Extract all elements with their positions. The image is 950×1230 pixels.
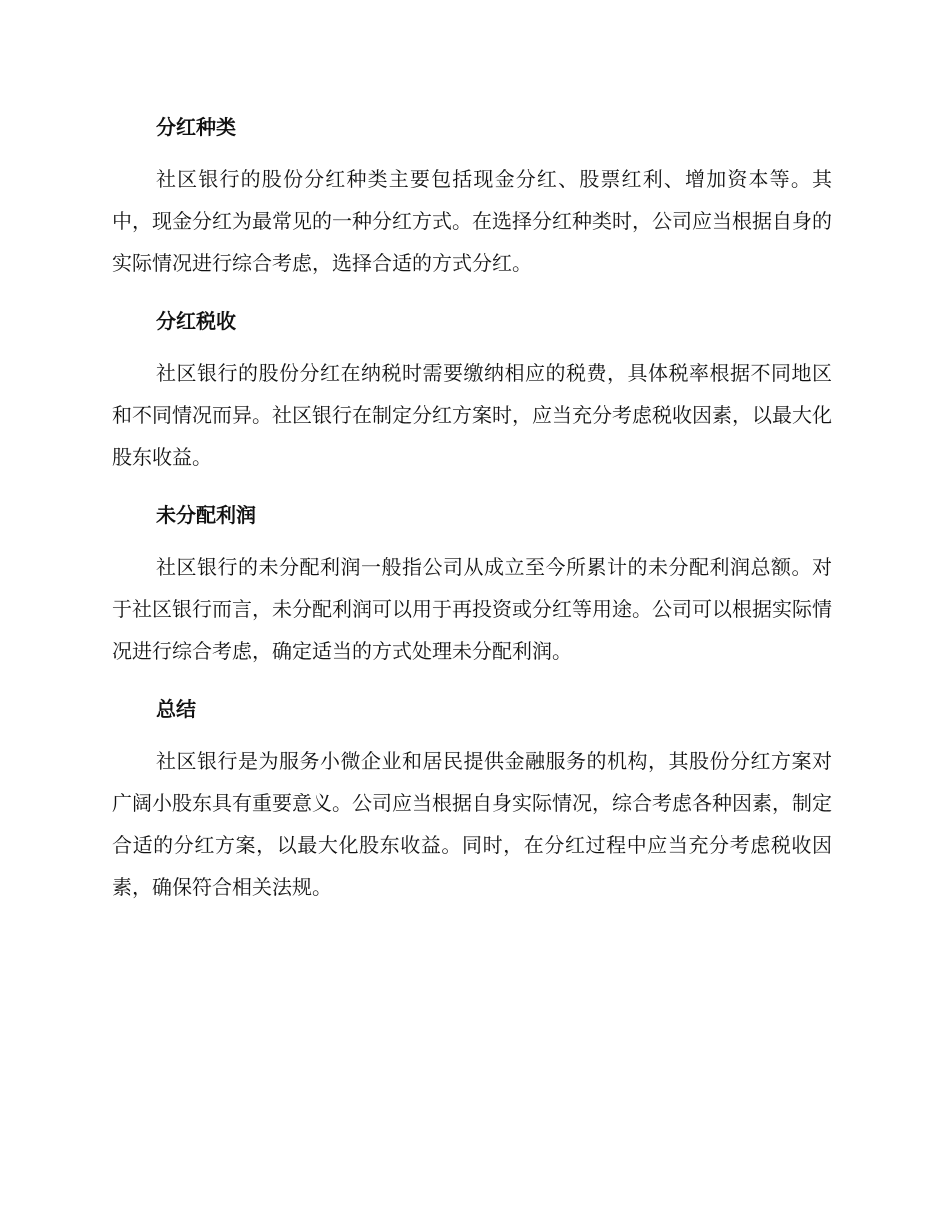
section-paragraph: 社区银行的未分配利润一般指公司从成立至今所累计的未分配利润总额。对于社区银行而言，未分配利润可以用于再投资或分红等用途。公司可以根据实际情况进行综合考虑，确定适当的方式处理未分配利润。 xyxy=(112,555,832,663)
section-dividend-tax xyxy=(112,302,832,478)
section-paragraph: 社区银行是为服务小微企业和居民提供金融服务的机构，其股份分红方案对广阔小股东具有重要意义。公司应当根据自身实际情况，综合考虑各种因素，制定合适的分红方案，以最大化股东收益。同时，在分红过程中应当充分考虑税收因素，确保符合相关法规。 xyxy=(112,749,832,899)
document-content xyxy=(112,108,832,926)
section-title: 分红种类 xyxy=(156,115,236,139)
section-summary xyxy=(112,690,832,908)
section-title: 总结 xyxy=(156,697,196,721)
section-dividend-types xyxy=(112,108,832,284)
section-undistributed-profit xyxy=(112,496,832,672)
section-paragraph: 社区银行的股份分红在纳税时需要缴纳相应的税费，具体税率根据不同地区和不同情况而异。社区银行在制定分红方案时，应当充分考虑税收因素，以最大化股东收益。 xyxy=(112,361,832,469)
section-paragraph: 社区银行的股份分红种类主要包括现金分红、股票红利、增加资本等。其中，现金分红为最常见的一种分红方式。在选择分红种类时，公司应当根据自身的实际情况进行综合考虑，选择合适的方式分红。 xyxy=(112,167,832,275)
section-title: 未分配利润 xyxy=(156,503,256,527)
section-title: 分红税收 xyxy=(156,309,236,333)
